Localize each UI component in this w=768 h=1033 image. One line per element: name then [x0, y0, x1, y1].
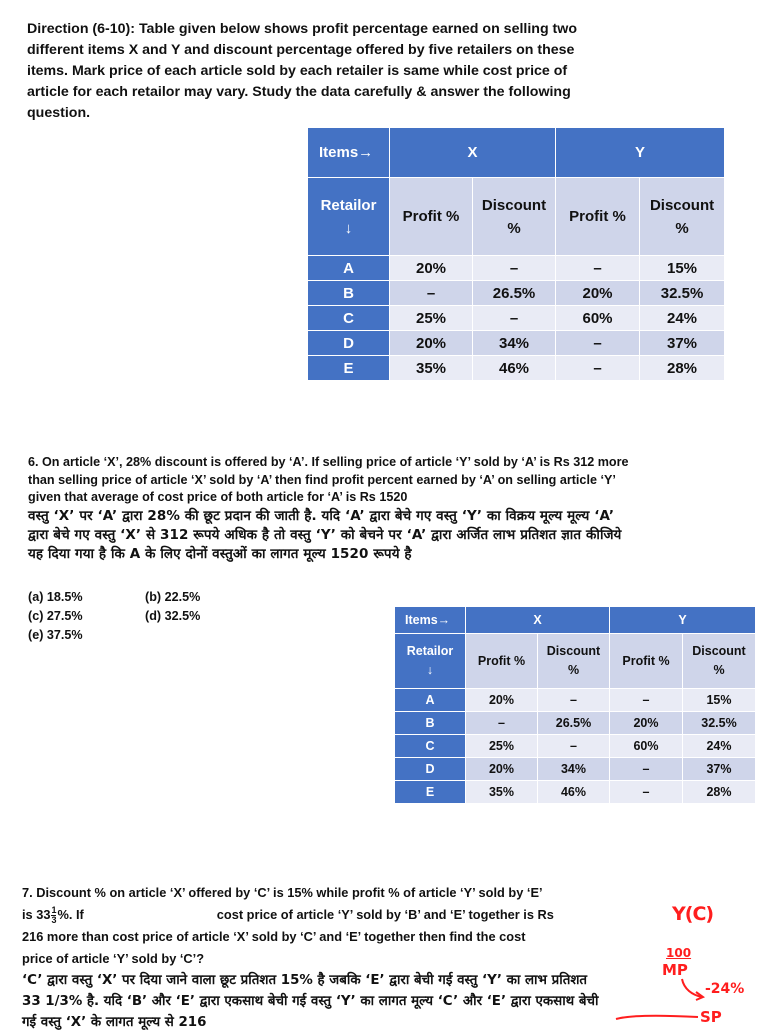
- discount-unit: %: [507, 219, 521, 237]
- retailer-cell: E: [308, 356, 390, 381]
- y-profit-cell: 60%: [556, 306, 640, 331]
- q7-text-a: is 33: [22, 907, 51, 922]
- x-profit-header: Profit %: [466, 634, 538, 689]
- question-7-line-3: 216 more than cost price of article ‘X’ sold by ‘C’ and ‘E’ together then find the cost: [22, 929, 526, 944]
- x-discount-cell: –: [473, 256, 556, 281]
- handwritten-minus-24: -24%: [705, 981, 745, 997]
- handwritten-y-c: Y(C): [672, 903, 714, 925]
- table-row: [308, 356, 725, 381]
- x-discount-cell: –: [473, 306, 556, 331]
- y-discount-cell: 37%: [640, 331, 725, 356]
- discount-unit: %: [675, 219, 689, 237]
- data-table-small: [394, 606, 756, 804]
- retailer-cell: D: [308, 331, 390, 356]
- y-profit-cell: –: [610, 689, 683, 712]
- y-discount-header: [683, 634, 756, 689]
- y-discount-cell: 15%: [683, 689, 756, 712]
- x-discount-cell: 46%: [538, 781, 610, 804]
- table-row: [395, 712, 756, 735]
- question-7: [22, 882, 602, 1033]
- items-header: Items→: [395, 607, 466, 634]
- fraction-numerator: 1: [51, 905, 57, 916]
- fraction-one-third: [51, 906, 56, 925]
- item-x-header: X: [390, 128, 556, 178]
- retailer-header: [308, 178, 390, 256]
- fraction-denominator: 3: [51, 915, 57, 926]
- y-profit-header: Profit %: [610, 634, 683, 689]
- direction-paragraph: [27, 19, 597, 124]
- retailer-cell: A: [308, 256, 390, 281]
- x-discount-cell: 34%: [538, 758, 610, 781]
- q7-text-c: cost price of article ‘Y’ sold by ‘B’ and ‘E’ together is Rs: [216, 907, 554, 922]
- option-c: (c) 27.5%: [28, 609, 83, 623]
- question-7-line-4: price of article ‘Y’ sold by ‘C’?: [22, 951, 205, 966]
- x-profit-cell: 20%: [390, 256, 473, 281]
- table-row: [395, 758, 756, 781]
- retailer-cell: B: [395, 712, 466, 735]
- x-profit-cell: 20%: [390, 331, 473, 356]
- retailer-cell: E: [395, 781, 466, 804]
- y-profit-cell: –: [610, 781, 683, 804]
- x-profit-cell: 35%: [466, 781, 538, 804]
- x-discount-cell: –: [538, 735, 610, 758]
- question-6: [28, 454, 638, 564]
- q7-text-b: %. If: [57, 907, 84, 922]
- y-discount-cell: 24%: [683, 735, 756, 758]
- y-discount-cell: 32.5%: [683, 712, 756, 735]
- retailer-arrow: ↓: [426, 663, 434, 677]
- handwritten-100: 100: [666, 946, 692, 960]
- x-profit-cell: 20%: [466, 689, 538, 712]
- x-discount-header: [473, 178, 556, 256]
- items-header: Items→: [308, 128, 390, 178]
- y-discount-cell: 15%: [640, 256, 725, 281]
- discount-label: Discount: [481, 196, 547, 214]
- x-profit-cell: 20%: [466, 758, 538, 781]
- direction-text: Direction (6-10): Table given below shows profit percentage earned on selling two different items X and Y and discount percentage offered by five retailers on these items. Mark price of each article sold by each retailer is same while cost price of article for each retailor may vary. Study the data carefully & answer the following question.: [27, 21, 577, 121]
- y-profit-cell: –: [556, 356, 640, 381]
- x-discount-cell: –: [538, 689, 610, 712]
- question-6-hindi: वस्तु ‘X’ पर ‘A’ द्वारा 28% की छूट प्रदान की जाती है. यदि ‘A’ द्वारा बेचे गए वस्तु ‘Y’ का विक्रय मूल्य मूल्य ‘A’ द्वारा बेचे गए वस्तु ‘X’ से 312 रूपये अधिक है तो वस्तु ‘Y’ को बेचने पर ‘A’ द्वारा अर्जित लाभ प्रतिशत ज्ञात कीजिये यह दिया गया है कि A के लिए दोनों वस्तुओं का लागत मूल्य 1520 रूपये है: [28, 507, 622, 562]
- option-b: (b) 22.5%: [145, 590, 201, 604]
- y-discount-cell: 32.5%: [640, 281, 725, 306]
- table-row: [395, 781, 756, 804]
- x-discount-cell: 26.5%: [538, 712, 610, 735]
- x-discount-cell: 46%: [473, 356, 556, 381]
- y-discount-cell: 28%: [683, 781, 756, 804]
- y-profit-cell: –: [556, 256, 640, 281]
- discount-unit: %: [567, 663, 580, 677]
- y-profit-cell: 20%: [610, 712, 683, 735]
- y-profit-cell: –: [556, 331, 640, 356]
- x-profit-cell: 25%: [390, 306, 473, 331]
- option-e: (e) 37.5%: [28, 628, 83, 642]
- retailer-cell: B: [308, 281, 390, 306]
- table-row: [308, 331, 725, 356]
- x-profit-cell: 25%: [466, 735, 538, 758]
- x-profit-cell: –: [390, 281, 473, 306]
- x-profit-header: Profit %: [390, 178, 473, 256]
- question-7-hindi: ‘C’ द्वारा वस्तु ‘X’ पर दिया जाने वाला छूट प्रतिशत 15% है जबकि ‘E’ द्वारा बेची गई वस्तु ‘Y’ का लाभ प्रतिशत 33 1/3% है. यदि ‘B’ और ‘E’ द्वारा एकसाथ बेची गई वस्तु ‘Y’ का लागत मूल्य ‘C’ और ‘E’ द्वारा एकसाथ बेची गई वस्तु ‘X’ के लागत मूल्य से 216: [22, 973, 599, 1030]
- table-row: [395, 735, 756, 758]
- item-y-header: Y: [610, 607, 756, 634]
- data-table-large: [307, 127, 725, 381]
- retailer-cell: C: [395, 735, 466, 758]
- y-profit-cell: –: [610, 758, 683, 781]
- y-profit-cell: 60%: [610, 735, 683, 758]
- x-profit-cell: 35%: [390, 356, 473, 381]
- handwritten-sp: SP: [700, 1008, 722, 1026]
- x-discount-cell: 26.5%: [473, 281, 556, 306]
- retailer-cell: D: [395, 758, 466, 781]
- table-row: [308, 281, 725, 306]
- table-row: [308, 306, 725, 331]
- y-profit-cell: 20%: [556, 281, 640, 306]
- x-profit-cell: –: [466, 712, 538, 735]
- question-7-line-1: 7. Discount % on article ‘X’ offered by ‘C’ is 15% while profit % of article ‘Y’ sold by ‘E’: [22, 885, 543, 900]
- y-discount-cell: 24%: [640, 306, 725, 331]
- option-a: (a) 18.5%: [28, 590, 83, 604]
- retailer-cell: C: [308, 306, 390, 331]
- item-y-header: Y: [556, 128, 725, 178]
- table-row: [308, 256, 725, 281]
- y-discount-cell: 37%: [683, 758, 756, 781]
- question-6-english: 6. On article ‘X’, 28% discount is offered by ‘A’. If selling price of article ‘Y’ sold by ‘A’ is Rs 312 more than selling price of article ‘X’ sold by ‘A’ then find profit percent earned by ‘A’ on selling article ‘Y’ given that average of cost price of both article for ‘A’ is Rs 1520: [28, 455, 629, 504]
- retailer-header: [395, 634, 466, 689]
- discount-label: Discount: [692, 644, 746, 658]
- y-discount-cell: 28%: [640, 356, 725, 381]
- y-discount-header: [640, 178, 725, 256]
- option-d: (d) 32.5%: [145, 609, 201, 623]
- y-profit-header: Profit %: [556, 178, 640, 256]
- retailer-label: Retailor: [406, 644, 454, 658]
- retailer-label: Retailor: [320, 196, 377, 214]
- x-discount-cell: 34%: [473, 331, 556, 356]
- item-x-header: X: [466, 607, 610, 634]
- handwritten-mp: MP: [662, 961, 688, 979]
- table-row: [395, 689, 756, 712]
- x-discount-header: [538, 634, 610, 689]
- retailer-arrow: ↓: [344, 219, 353, 237]
- discount-unit: %: [713, 663, 725, 677]
- handwritten-arrow-icon: [610, 975, 720, 1024]
- discount-label: Discount: [649, 196, 715, 214]
- retailer-cell: A: [395, 689, 466, 712]
- discount-label: Discount: [546, 644, 601, 658]
- question-7-line-2: [22, 904, 602, 926]
